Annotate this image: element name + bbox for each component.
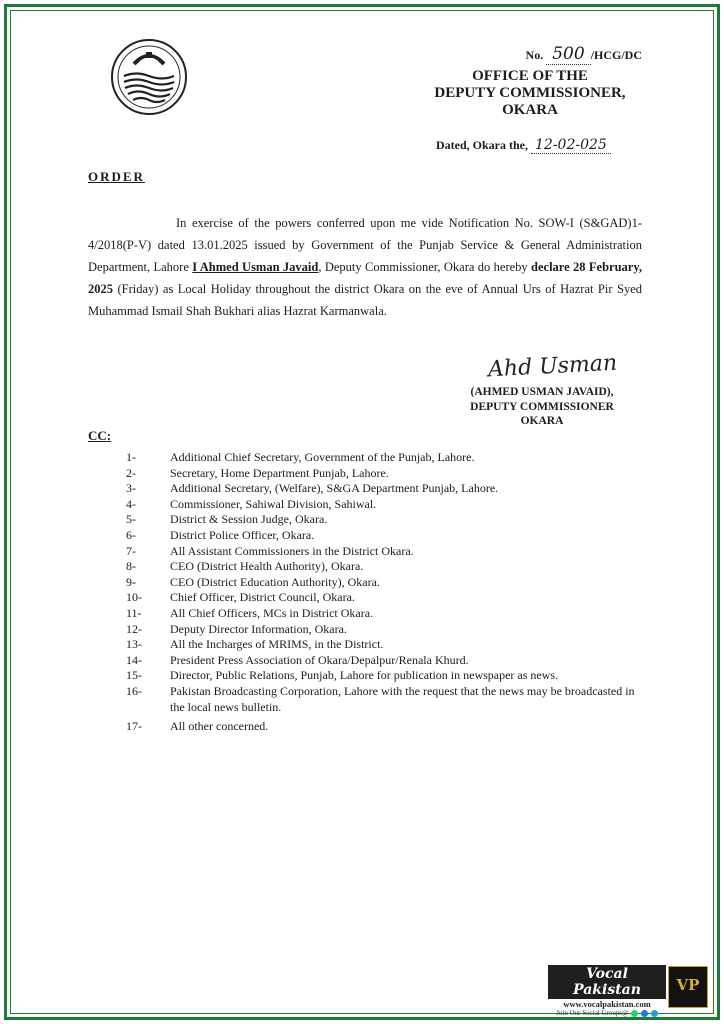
cc-item-number: 9- [126,574,136,589]
cc-item-text: Chief Officer, District Council, Okara. [170,590,355,605]
brand-name: Vocal Pakistan [548,965,666,999]
cc-item-number: 7- [126,543,136,558]
cc-label: CC: [88,428,112,443]
cc-item-text: All Chief Officers, MCs in District Okara. [170,605,374,620]
order-text-part-2: , Deputy Commissioner, Okara do hereby [318,259,532,274]
facebook-icon[interactable] [641,1010,648,1017]
dated-line [436,137,611,153]
cc-item-number: 11- [126,605,142,620]
cc-item-number: 16- [126,683,142,698]
list-item [126,466,646,482]
signatory-name: (AHMED USMAN JAVAID), [470,386,614,398]
list-item [126,544,646,560]
list-item [126,512,646,528]
watermark-brand [548,965,666,1017]
dated-label: Dated, Okara the, [436,138,528,152]
cc-item-text: CEO (District Education Authority), Okara. [170,574,380,589]
signatory-block [432,385,652,429]
cc-item-number: 10- [126,590,142,605]
order-heading: ORDER [88,169,145,184]
list-item [126,653,646,669]
reference-number-line [410,44,650,64]
list-item [126,575,646,591]
cc-item-number: 15- [126,668,142,683]
cc-item-text: District Police Officer, Okara. [170,527,315,542]
list-item [126,622,646,638]
brand-join-text [548,1009,666,1017]
office-title [410,68,650,119]
cc-item-text: CEO (District Health Authority), Okara. [170,559,364,574]
office-line-3: OKARA [502,102,558,118]
cc-item-number: 12- [126,621,142,636]
cc-item-number: 14- [126,652,142,667]
cc-item-text: Commissioner, Sahiwal Division, Sahiwal. [170,496,377,511]
cc-item-text: Pakistan Broadcasting Corporation, Lahore with the request that the news may be broadcasted in the local news bulletin. [170,683,635,714]
cc-item-text: Secretary, Home Department Punjab, Lahore. [170,465,389,480]
brand-url[interactable]: www.vocalpakistan.com [563,999,651,1009]
cc-item-number: 1- [126,450,136,464]
order-body-paragraph [88,212,642,322]
order-text-part-3: (Friday) as Local Holiday throughout the district Okara on the eve of Annual Urs of Hazrat Pir Syed Muhammad Ismail Shah Bukhari alias Hazrat Karmanwala. [88,281,642,318]
cc-item-text: All the Incharges of MRIMS, in the District. [170,637,384,652]
signatory-place: OKARA [520,415,564,427]
cc-item-number: 2- [126,465,136,480]
list-item [126,559,646,575]
cc-item-number: 3- [126,481,136,496]
cc-item-text: All Assistant Commissioners in the District Okara. [170,543,414,558]
cc-item-number: 8- [126,559,136,574]
list-item [126,637,646,653]
ref-prefix: No. [525,48,544,62]
brand-join-label: Join Our Social Groups@ [556,1009,629,1017]
cc-item-text: Deputy Director Information, Okara. [170,621,347,636]
cc-item-number: 17- [126,719,142,734]
cc-item-text: President Press Association of Okara/Depalpur/Renala Khurd. [170,652,469,667]
cc-item-number: 4- [126,496,136,511]
dated-value: 12-02-025 [531,137,611,154]
cc-item-number: 13- [126,637,142,652]
list-item [126,481,646,497]
list-item [126,528,646,544]
office-header [410,44,650,119]
cc-item-text: Additional Secretary, (Welfare), S&GA Department Punjab, Lahore. [170,481,499,496]
office-line-2: DEPUTY COMMISSIONER, [434,85,626,101]
cc-distribution-list [126,450,646,735]
signatory-title: DEPUTY COMMISSIONER [470,400,614,413]
list-item [126,719,646,735]
cc-item-text: District & Session Judge, Okara. [170,512,328,527]
ref-number: 500 [546,44,590,65]
cc-item-text: Director, Public Relations, Punjab, Lahore for publication in newspaper as news. [170,668,559,683]
list-item [126,450,646,466]
cc-item-text: All other concerned. [170,719,269,734]
handwritten-signature: Ahd Usman [487,350,618,383]
punjab-emblem-logo [110,38,188,116]
cc-item-number: 6- [126,527,136,542]
list-item [126,684,646,715]
list-item [126,606,646,622]
list-item [126,497,646,513]
brand-badge-logo: VP [668,966,708,1008]
order-text-part-1: In exercise of the powers conferred upon me vide Notification No. SOW-I (S&GAD)1-4/2018(P-V) dated 13.01.2025 issued by Government of the Punjab Service & General Administration Department, Lahore [88,215,642,274]
list-item [126,590,646,606]
whatsapp-icon[interactable] [631,1010,638,1017]
cc-item-text: Additional Chief Secretary, Government of the Punjab, Lahore. [170,450,475,464]
telegram-icon[interactable] [651,1010,658,1017]
ref-suffix: /HCG/DC [590,48,642,62]
cc-item-number: 5- [126,512,136,527]
list-item [126,668,646,684]
office-line-1: OFFICE OF THE [472,68,588,84]
order-officer-name: I Ahmed Usman Javaid [192,259,319,274]
order-declare-date: declare 28 February, 2025 [88,259,643,296]
